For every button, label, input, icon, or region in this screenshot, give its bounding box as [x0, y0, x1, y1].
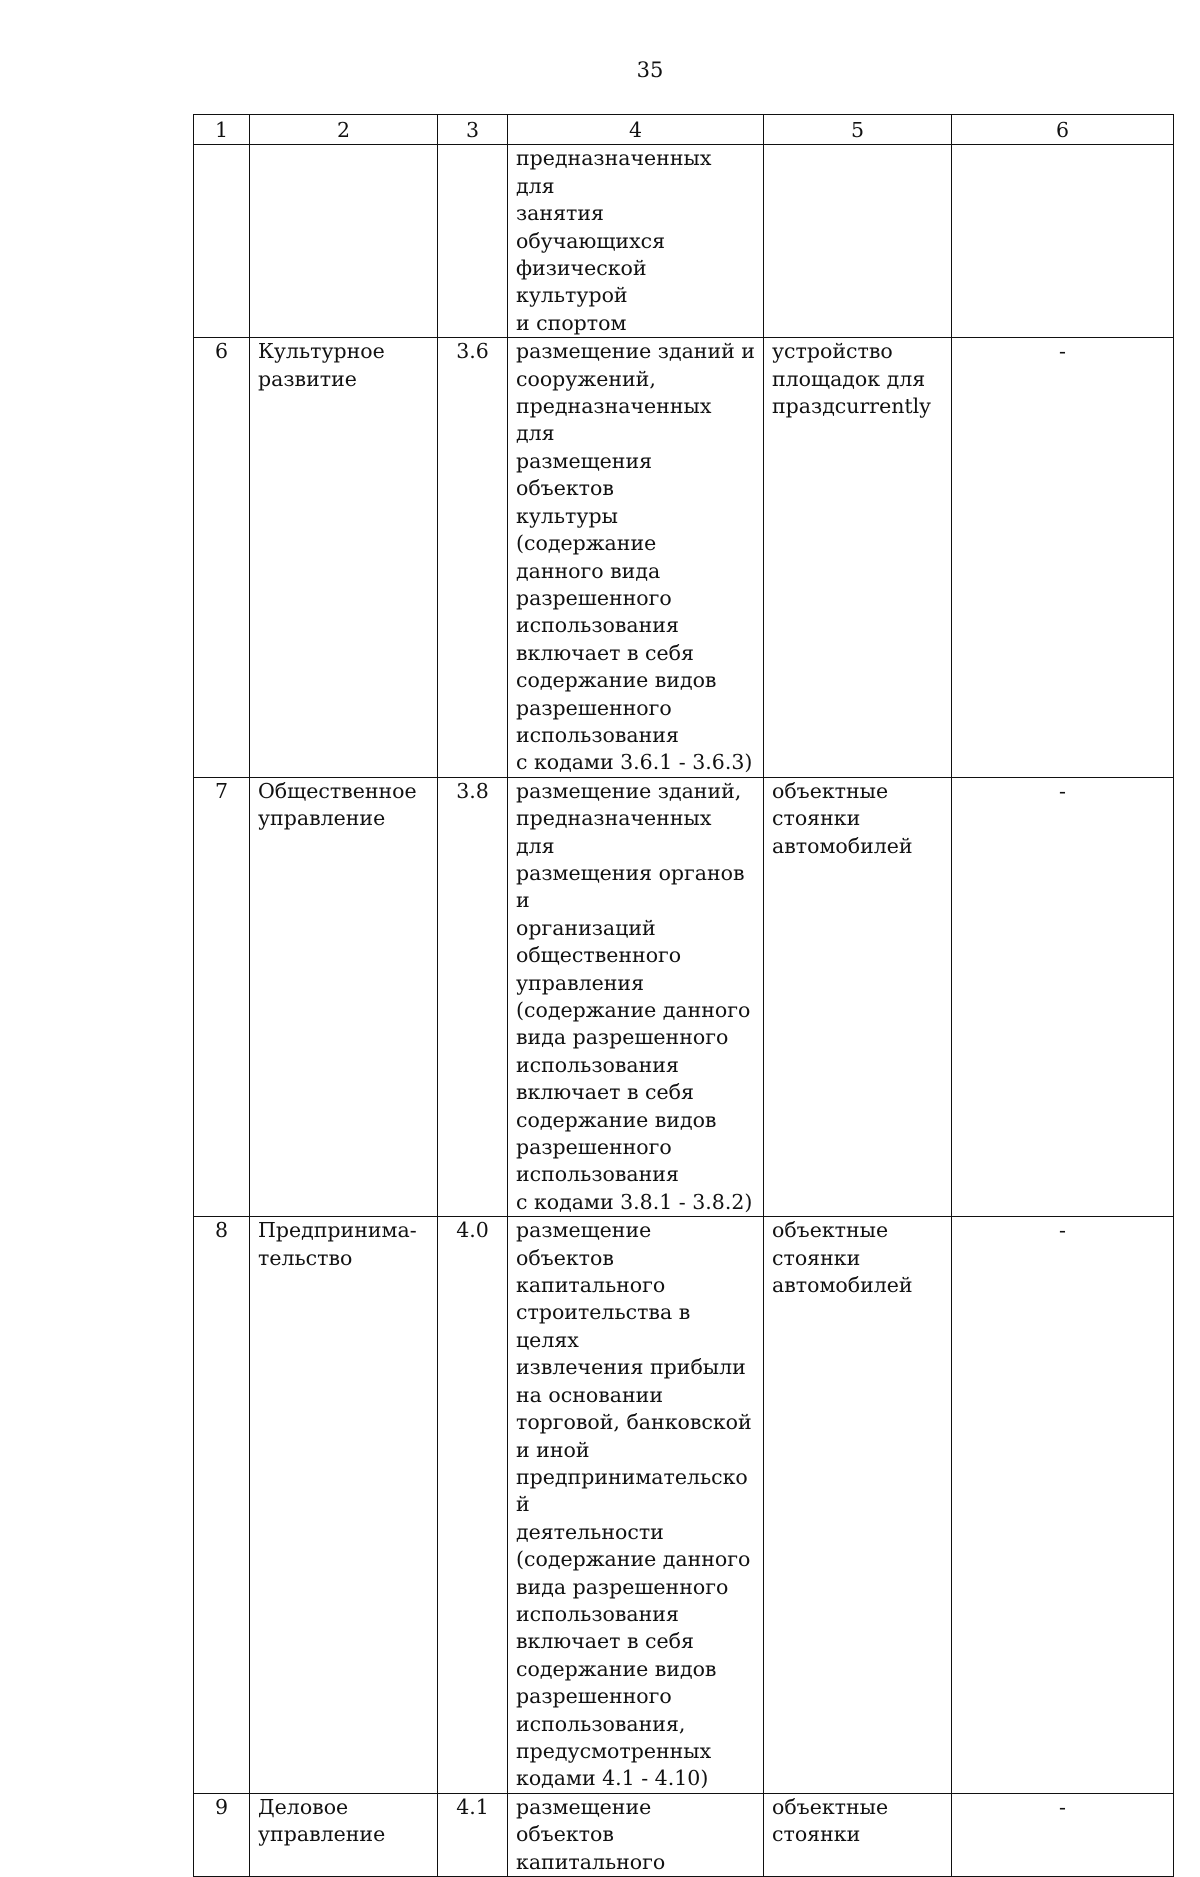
use-type-name-cell: [250, 145, 438, 338]
page-number: 35: [636, 58, 664, 82]
table-row: [194, 338, 1174, 778]
row-number-cell: 7: [194, 777, 250, 1217]
note-cell: -: [952, 777, 1174, 1217]
use-code-cell: [438, 145, 508, 338]
use-type-name-cell: Предпринима- тельство: [250, 1217, 438, 1794]
row-number-cell: [194, 145, 250, 338]
column-header-1: 1: [194, 115, 250, 145]
use-type-name-cell: Культурное развитие: [250, 338, 438, 778]
table-row: [194, 1793, 1174, 1876]
row-number-cell: 9: [194, 1793, 250, 1876]
description-cell: предназначенных для занятия обучающихся физической культурой и спортом: [508, 145, 764, 338]
note-cell: [952, 145, 1174, 338]
use-type-name-cell: Деловое управление: [250, 1793, 438, 1876]
description-cell: размещение объектов капитального строительства в целях извлечения прибыли на основании торговой, банковской и иной предпринимательской деятельности (содержание данного вида разрешенного использования включает в себя содержание видов разрешенного использования, предусмотренных кодами 4.1 - 4.10): [508, 1217, 764, 1794]
note-cell: -: [952, 338, 1174, 778]
description-cell: размещение объектов капитального: [508, 1793, 764, 1876]
auxiliary-use-cell: объектные стоянки автомобилей: [764, 777, 952, 1217]
description-cell: размещение зданий, предназначенных для размещения органов и организаций общественного управления (содержание данного вида разрешенного использования включает в себя содержание видов разрешенного использования с кодами 3.8.1 - 3.8.2): [508, 777, 764, 1217]
auxiliary-use-cell: [764, 145, 952, 338]
auxiliary-use-cell: устройство площадок для праздcurrently: [764, 338, 952, 778]
table-header-row: [194, 115, 1174, 145]
use-type-name-cell: Общественное управление: [250, 777, 438, 1217]
row-number-cell: 8: [194, 1217, 250, 1794]
column-header-3: 3: [438, 115, 508, 145]
column-header-2: 2: [250, 115, 438, 145]
note-cell: -: [952, 1217, 1174, 1794]
column-header-5: 5: [764, 115, 952, 145]
use-code-cell: 4.0: [438, 1217, 508, 1794]
use-code-cell: 3.6: [438, 338, 508, 778]
column-header-4: 4: [508, 115, 764, 145]
row-number-cell: 6: [194, 338, 250, 778]
table-row: [194, 1217, 1174, 1794]
table-row: [194, 777, 1174, 1217]
note-cell: -: [952, 1793, 1174, 1876]
description-cell: размещение зданий и сооружений, предназначенных для размещения объектов культуры (содержание данного вида разрешенного использования включает в себя содержание видов разрешенного использования с кодами 3.6.1 - 3.6.3): [508, 338, 764, 778]
use-code-cell: 4.1: [438, 1793, 508, 1876]
auxiliary-use-cell: объектные стоянки: [764, 1793, 952, 1876]
land-use-table: [193, 114, 1174, 1877]
use-code-cell: 3.8: [438, 777, 508, 1217]
column-header-6: 6: [952, 115, 1174, 145]
table-row: [194, 145, 1174, 338]
auxiliary-use-cell: объектные стоянки автомобилей: [764, 1217, 952, 1794]
